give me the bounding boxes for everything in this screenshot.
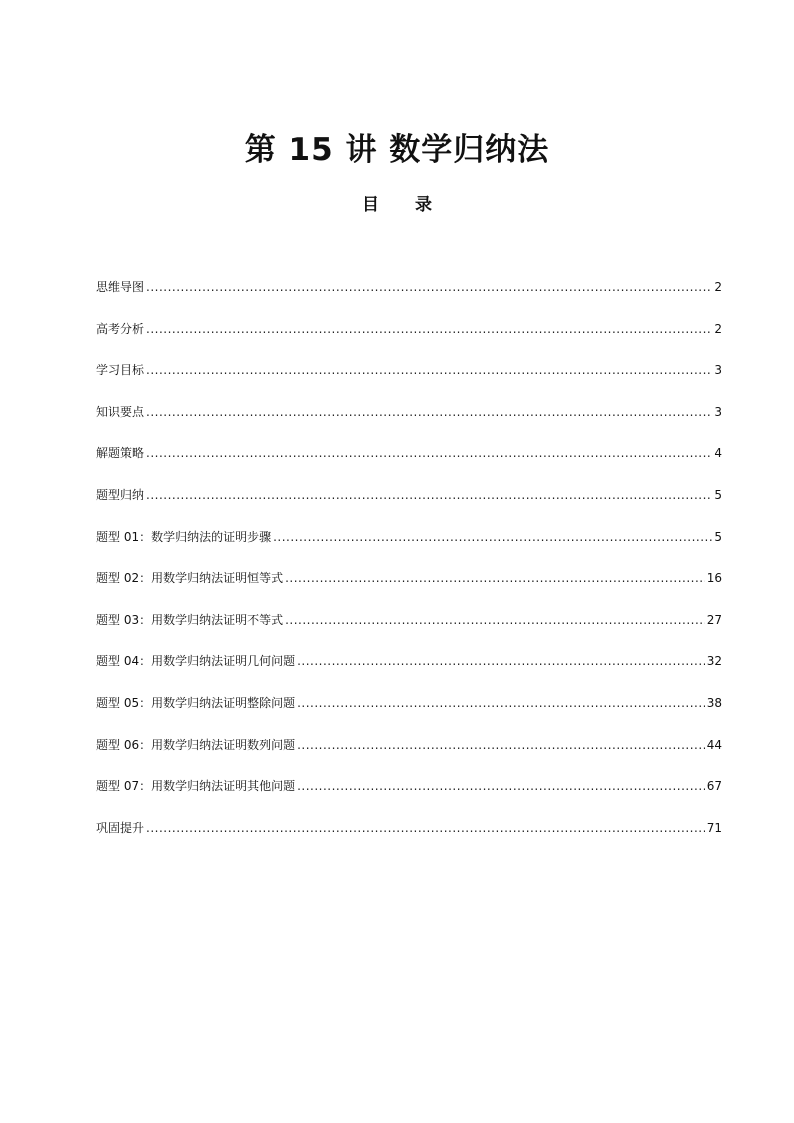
- toc-entry-label: 题型 07：用数学归纳法证明其他问题: [96, 779, 296, 794]
- toc-leader-dots: [146, 318, 712, 340]
- toc-heading: [0, 192, 794, 218]
- toc-entry-label: 思维导图: [96, 280, 145, 294]
- toc-entry[interactable]: [96, 817, 722, 859]
- toc-entry[interactable]: [96, 318, 722, 360]
- toc-entry-label: 学习目标: [96, 363, 145, 378]
- toc-entry-page: 2: [714, 280, 722, 294]
- toc-entry[interactable]: [96, 526, 722, 568]
- toc-entry-page: 71: [706, 820, 722, 835]
- toc-leader-dots: [273, 526, 712, 548]
- toc-leader-dots: [146, 276, 712, 298]
- toc-entry-page: 5: [714, 487, 722, 502]
- toc-entry[interactable]: [96, 609, 722, 651]
- toc-leader-dots: [146, 442, 712, 464]
- toc-entry-label: 题型 06：用数学归纳法证明数列问题: [96, 737, 296, 752]
- toc-entry-page: 5: [714, 529, 722, 544]
- toc-entry[interactable]: [96, 775, 722, 817]
- toc-entry[interactable]: [96, 734, 722, 776]
- toc-entry-page: 3: [714, 363, 722, 378]
- toc-entry-page: 3: [714, 404, 722, 419]
- toc-entry[interactable]: [96, 401, 722, 443]
- toc-entry-page: 32: [706, 654, 722, 669]
- toc-entry-label: 巩固提升: [96, 820, 145, 835]
- toc-entry-label: 题型 04：用数学归纳法证明几何问题: [96, 654, 296, 669]
- toc-leader-dots: [146, 401, 712, 423]
- toc-leader-dots: [297, 734, 705, 756]
- toc-heading-char-1: 目: [362, 195, 379, 215]
- toc-entry-page: 2: [714, 321, 722, 336]
- toc-entry-label: 知识要点: [96, 404, 145, 419]
- toc-entry[interactable]: [96, 692, 722, 734]
- toc-entry[interactable]: [96, 650, 722, 692]
- document-title: 第 15 讲 数学归纳法: [244, 132, 550, 168]
- toc-leader-dots: [297, 692, 705, 714]
- toc-entry-label: 高考分析: [96, 321, 145, 336]
- toc-entry-page: 27: [706, 612, 722, 627]
- toc-entry-label: 解题策略: [96, 446, 145, 461]
- toc-entry-page: 16: [706, 571, 722, 586]
- toc-entry[interactable]: [96, 442, 722, 484]
- toc-leader-dots: [285, 609, 705, 631]
- toc-heading-char-2: 录: [415, 195, 432, 215]
- toc-entry-page: 44: [706, 737, 722, 752]
- toc-entry-label: 题型归纳: [96, 487, 145, 502]
- toc-leader-dots: [297, 650, 705, 672]
- toc-entry-label: 题型 03：用数学归纳法证明不等式: [96, 612, 284, 627]
- toc-entry-label: 题型 05：用数学归纳法证明整除问题: [96, 695, 296, 710]
- toc-entry-page: 38: [706, 695, 722, 710]
- toc-leader-dots: [146, 359, 712, 381]
- table-of-contents: [96, 276, 722, 858]
- toc-entry-page: 67: [706, 779, 722, 794]
- toc-leader-dots: [297, 775, 705, 797]
- toc-entry[interactable]: [96, 567, 722, 609]
- toc-entry-label: 题型 02：用数学归纳法证明恒等式: [96, 571, 284, 586]
- toc-entry-page: 4: [714, 446, 722, 461]
- toc-leader-dots: [146, 817, 705, 839]
- toc-leader-dots: [146, 484, 712, 506]
- toc-entry-label: 题型 01：数学归纳法的证明步骤: [96, 529, 272, 544]
- toc-entry[interactable]: [96, 484, 722, 526]
- toc-leader-dots: [285, 567, 705, 589]
- toc-entry[interactable]: [96, 359, 722, 401]
- toc-entry[interactable]: [96, 276, 722, 318]
